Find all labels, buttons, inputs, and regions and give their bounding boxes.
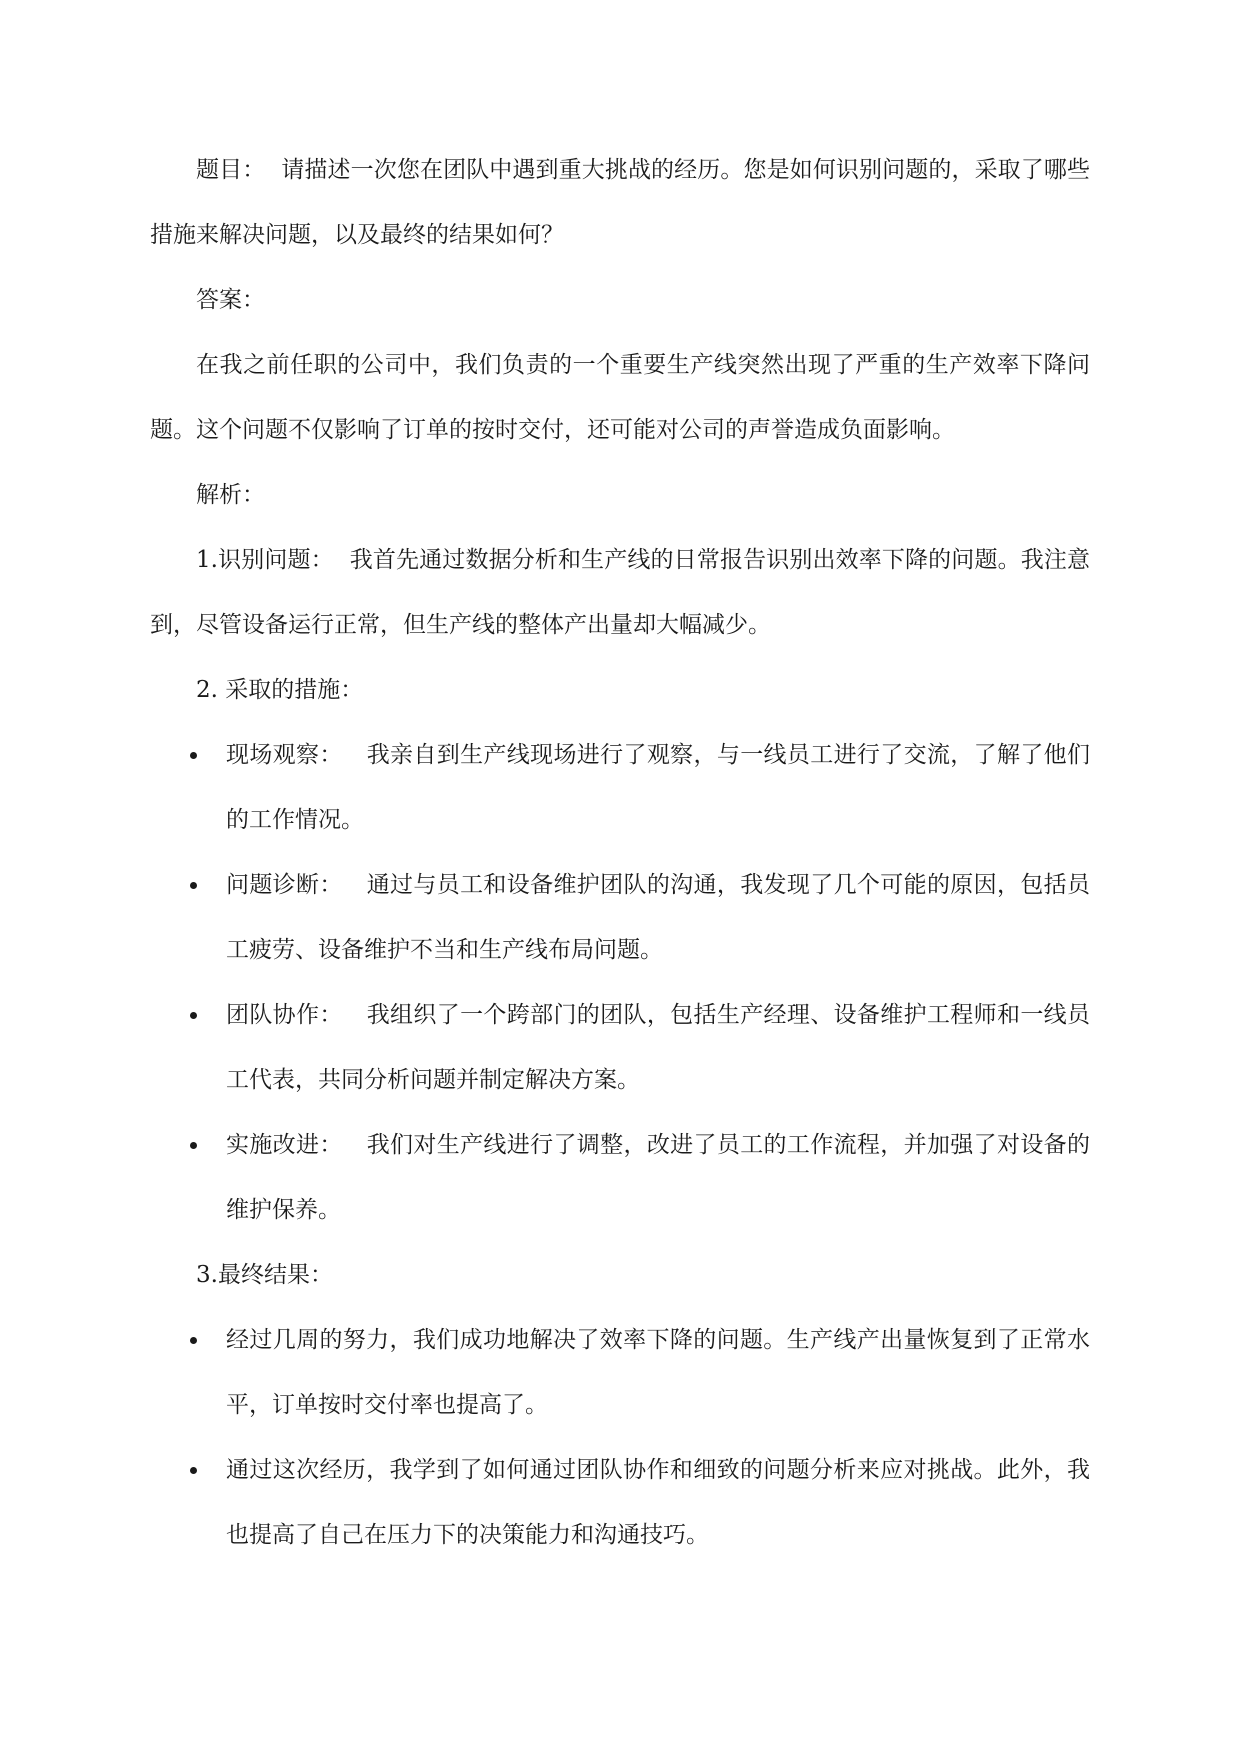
answer-paragraph: 在我之前任职的公司中，我们负责的一个重要生产线突然出现了严重的生产效率下降问题。这个问题不仅影响了订单的按时交付，还可能对公司的声誉造成负面影响。: [150, 352, 1090, 443]
measures-list: [150, 723, 1090, 1243]
step3-heading: 3.最终结果：: [196, 1262, 333, 1288]
measure-text: 通过与员工和设备维护团队的沟通，我发现了几个可能的原因，包括员工疲劳、设备维护不当和生产线布局问题。: [226, 872, 1091, 963]
question-paragraph: [150, 138, 1090, 268]
list-item: [150, 983, 1090, 1113]
bullet-icon: [190, 882, 197, 889]
measure-label: 实施改进：: [226, 1132, 343, 1158]
list-item: [150, 723, 1090, 853]
result-text: 经过几周的努力，我们成功地解决了效率下降的问题。生产线产出量恢复到了正常水平，订单按时交付率也提高了。: [226, 1327, 1090, 1418]
step1-paragraph: [150, 528, 1090, 658]
answer-heading: 答案：: [196, 287, 265, 313]
list-item: [150, 1438, 1090, 1568]
result-text: 通过这次经历，我学到了如何通过团队协作和细致的问题分析来应对挑战。此外，我也提高了自己在压力下的决策能力和沟通技巧。: [226, 1457, 1090, 1548]
measure-label: 问题诊断：: [226, 872, 343, 898]
measure-text: 我们对生产线进行了调整，改进了员工的工作流程，并加强了对设备的维护保养。: [226, 1132, 1091, 1223]
bullet-icon: [190, 1012, 197, 1019]
measure-text: 我组织了一个跨部门的团队，包括生产经理、设备维护工程师和一线员工代表，共同分析问题并制定解决方案。: [226, 1002, 1091, 1093]
step1-text: 我首先通过数据分析和生产线的日常报告识别出效率下降的问题。我注意到，尽管设备运行正常，但生产线的整体产出量却大幅减少。: [150, 547, 1090, 638]
measure-label: 团队协作：: [226, 1002, 343, 1028]
document-body: [150, 138, 1090, 1568]
question-text: 请描述一次您在团队中遇到重大挑战的经历。您是如何识别问题的，采取了哪些措施来解决问题，以及最终的结果如何？: [150, 157, 1091, 248]
results-list: [150, 1308, 1090, 1568]
measure-label: 现场观察：: [226, 742, 343, 768]
bullet-icon: [190, 752, 197, 759]
bullet-icon: [190, 1142, 197, 1149]
step1-label: 1.识别问题：: [196, 547, 334, 573]
measure-text: 我亲自到生产线现场进行了观察，与一线员工进行了交流，了解了他们的工作情况。: [226, 742, 1091, 833]
analysis-heading: 解析：: [196, 482, 265, 508]
list-item: [150, 1308, 1090, 1438]
bullet-icon: [190, 1467, 197, 1474]
list-item: [150, 1113, 1090, 1243]
step2-heading: 2. 采取的措施：: [196, 677, 364, 703]
bullet-icon: [190, 1337, 197, 1344]
question-label: 题目：: [196, 157, 266, 183]
list-item: [150, 853, 1090, 983]
